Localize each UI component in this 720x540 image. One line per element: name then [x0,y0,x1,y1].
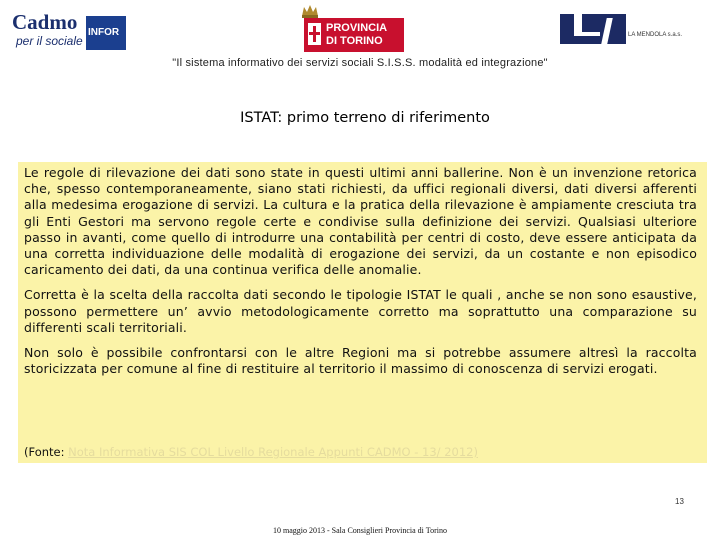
source-note [24,445,478,459]
cadmo-logo-name: Cadmo [12,10,78,34]
paragraph-3: Non solo è possibile confrontarsi con le altre Regioni ma si potrebbe assumere altresì la raccolta storicizzata per comune al fine di restituire al territorio il massimo di conoscenza di servizi erogati. [24,345,697,377]
shield-cross-icon [308,23,321,45]
presentation-subtitle: "Il sistema informativo dei servizi sociali S.I.S.S. modalità ed integrazione" [172,57,548,69]
cadmo-logo-tagline: per il sociale [16,34,83,48]
cadmo-logo-badge: INFOR [86,16,126,50]
provincia-torino-logo [298,4,406,54]
page-number: 13 [675,497,684,506]
la-mendola-logo-text: LA MENDOLA s.a.s. [628,32,683,38]
crown-crest-icon [300,4,320,18]
provincia-line2: DI TORINO [326,35,383,47]
provincia-line1: PROVINCIA [326,22,388,34]
cadmo-logo [12,10,122,52]
lm-mark-icon [560,14,626,44]
footer-text: 10 maggio 2013 - Sala Consiglieri Provincia di Torino [273,526,447,535]
paragraph-2: Corretta è la scelta della raccolta dati secondo le tipologie ISTAT le quali , anche se non sono esaustive, possono permettere un’ avvio metodologicamente corretto ma soprattutto una comparazione su differenti scali territoriali. [24,287,697,335]
content-box [18,162,707,463]
la-mendola-logo [560,14,710,46]
paragraph-1: Le regole di rilevazione dei dati sono state in questi ultimi anni ballerine. Non è un invenzione retorica che, spesso contemporaneamente, siano stati richiesti, da uffici regionali diversi, dati diversi afferenti alla medesima erogazione di servizi. La cultura e la pratica della rilevazione è ampiamente cresciuta tra gli Enti Gestori ma servono regole certe e condivise sulla definizione dei servizi. Qualsiasi ulteriore passo in avanti, come quello di introdurre una contabilità per centri di costo, deve essere anticipata da una corretta individuazione delle modalità di erogazione dei servizi, da un costante e non episodico caricamento dei dati, da una continua verifica delle anomalie. [24,165,697,278]
source-prefix: (Fonte: [24,445,69,459]
slide-title: ISTAT: primo terreno di riferimento [240,110,490,126]
source-link[interactable]: Nota Informativa SIS COL Livello Regionale Appunti CADMO - 13/ 2012) [68,445,478,459]
